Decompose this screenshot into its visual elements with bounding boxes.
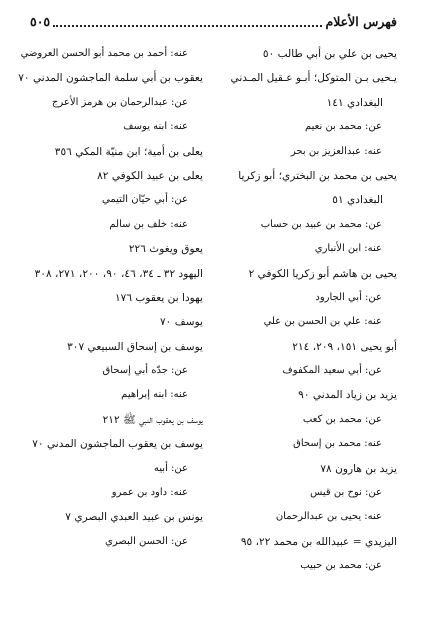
- index-entry: يهودا بن يعقوب ١٧٦: [114, 291, 203, 304]
- index-subentry: عنه: داود بن عمرو: [111, 487, 188, 499]
- index-entry: يحيى بن محمد بن البختري؛ أبو زكريا: [238, 169, 397, 182]
- index-subentry: عنه: محمد بن إسحاق: [293, 438, 382, 450]
- index-entry: يوسف ٧٠: [159, 316, 203, 329]
- index-subentry: عن: محمد بن حبيب: [300, 560, 382, 572]
- page-header: [30, 14, 397, 36]
- index-entry: يزيد بن زياد المدني ٩٠: [298, 389, 397, 402]
- index-entry: يعلى بن عبيد الكوفي ٨٢: [97, 169, 203, 182]
- index-subentry: عنه: يحيى بن عبدالرحمان: [275, 511, 382, 523]
- index-subentry: عنه: علي بن الحسن بن علي: [263, 316, 382, 328]
- running-title: فهرس الأعلام: [325, 14, 397, 29]
- index-subentry: عن: أبي سعيد المكفوف: [282, 365, 382, 377]
- index-entry: يعقوب بن أبي سلمة الماجشون المدني ٧٠: [18, 72, 203, 85]
- index-subentry: عنه: ابن الأنباري: [314, 243, 382, 255]
- index-entry: يونس بن عبيد العبدي البصري ٧: [65, 511, 203, 524]
- index-subentry: عن: محمد بن نعيم: [304, 121, 382, 133]
- index-column-left: [15, 42, 203, 554]
- index-entry: أبو يحيى ١٥١، ٢٠٩، ٢١٤: [292, 340, 397, 353]
- index-column-right: [211, 42, 397, 579]
- index-entry: يزيد بن هارون ٧٨: [320, 462, 397, 475]
- index-entry: يحيى بن هاشم أبو زكريا الكوفي ٢: [248, 267, 397, 280]
- index-subentry: عن: الحسن البصري: [105, 535, 188, 547]
- index-entry: يوسف بن يعقوب الماجشون المدني ٧٠: [32, 438, 203, 451]
- index-entry: يعلى بن أمية؛ ابن منيّة المكي ٣٥٦: [54, 145, 203, 158]
- index-subentry: عن: أبيه: [153, 462, 188, 474]
- index-subentry: عن: محمد بن عبيد بن حساب: [260, 218, 382, 230]
- index-subentry: عنه: ابنه يوسف: [123, 121, 188, 133]
- index-subentry: عنه: عبدالعزيز بن بحر: [290, 145, 382, 157]
- page-number: ٥٠٥: [30, 14, 51, 29]
- index-entry: يوسف بن إسحاق السبيعي ٣٠٧: [67, 340, 203, 353]
- index-entry: يحيى بن علي بن أبي طالب ٥٠: [262, 48, 397, 60]
- index-entry: اليزيدي = عبيدالله بن محمد ٢٢، ٩٥: [240, 535, 397, 548]
- index-entry: البغدادي ٥١: [332, 194, 383, 207]
- index-subentry: عنه: ابنه إبراهيم: [121, 389, 188, 401]
- index-subentry: عنه: خلف بن سالم: [109, 218, 188, 230]
- index-entry: يعوق ويغوث ٢٢٦: [128, 243, 203, 256]
- dot-leader: [53, 24, 322, 27]
- index-subentry: عن: محمد بن كعب: [302, 413, 382, 425]
- index-subentry: عن: عبدالرحمان بن هرمز الأعرج: [51, 96, 188, 108]
- index-entry: اليهود ٣٢ ـ ٣٤، ٤٦، ٩٠، ٢٠٠، ٢٧١، ٣٠٨: [34, 267, 203, 280]
- index-subentry: عن: نوح بن قيس: [310, 487, 382, 499]
- index-subentry: عن: جدّه أبي إسحاق: [102, 365, 188, 377]
- index-entry: البغدادي ١٤١: [326, 96, 383, 109]
- index-subentry: عنه: أحمد بن محمد أبو الحسن العروضي: [20, 48, 188, 59]
- index-entry: يوسف بن يعقوب النبي ﷺ ٢١٢: [102, 413, 203, 426]
- index-entry: يـحيى بـن المتوكل؛ أبـو عـقيل المـدني: [230, 72, 397, 85]
- index-subentry: عن: أبي الجارود: [315, 291, 382, 303]
- index-subentry: عن: أبي حيّان التيمي: [102, 194, 188, 206]
